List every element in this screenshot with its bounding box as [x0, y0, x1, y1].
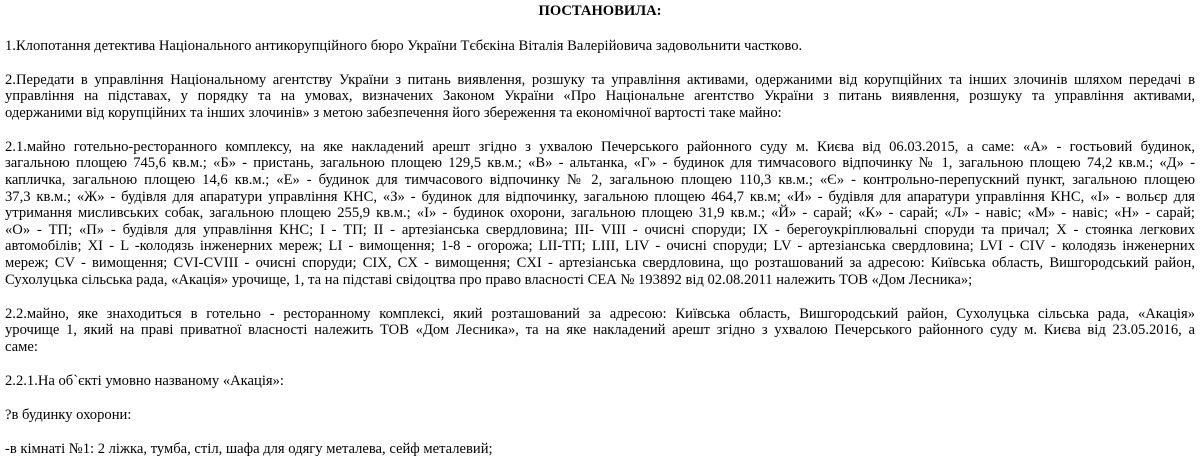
paragraph-2-1	[5, 139, 1195, 288]
text-line: ?в будинку охорони:	[5, 407, 132, 424]
paragraph-2-2	[5, 306, 1195, 356]
text-line: утримання мисливських собак, загальною площею 255,9 кв.м.; «І» - будинок охорони, загальною площею 31,9 кв.м.; «Й» - сарай; «К» - сарай; «Л» - навіс; «М» - навіс; «Н» - сарай;	[5, 205, 1195, 222]
text-line: Сухолуцька сільська рада, «Акація» урочище, 1, та на підставі свідоцтва про право власності СЕА № 193892 від 02.08.2011 належить ТОВ «Дом Лесника»;	[5, 271, 973, 288]
text-line: автомобілів; XI - L -колодязь інженерних мереж; LI - вимощення; 1-8 - огорожа; LII-ТП; LIII, LIV - очисні споруди; LV - артезіанська свердловина; LVI - CIV - колодязь інженерних	[5, 238, 1195, 255]
text-line: 2.2.майно, яке знаходиться в готельно - ресторанному комплексі, який розташований за адресою: Київська область, Вишгородський район, Сухолуцька сільська рада, «Акація»	[5, 305, 1195, 322]
text-line: загальною площею 745,6 кв.м.; «Б» - пристань, загальною площею 129,5 кв.м.; «В» - альтанка, «Г» - будинок для тимчасового відпочинку № 1, загальною площею 74,2 кв.м.; «Д» -	[5, 155, 1195, 172]
paragraph-2-2-1	[5, 373, 1195, 390]
text-line: урочище 1, який на праві приватної власності належить ТОВ «Дом Лесника», та на яке накладений арешт згідно з ухвалою Печерського районного суду м. Києва від 23.05.2016, а	[5, 322, 1195, 339]
text-line: «О» - ТП; «П» - будівля для управління КНС; І - ТП; ІІ - артезіанська свердловина; ІІІ- VIII - очисні споруди; IX - берегоукріплювальні споруди та причал; X - стоянка легкових	[5, 221, 1195, 238]
paragraph-room-1	[5, 441, 1195, 458]
paragraph-guard-house	[5, 407, 1195, 424]
text-line: саме:	[5, 338, 38, 355]
paragraph-2	[5, 72, 1195, 122]
text-line: 2.Передати в управління Національному агентству України з питань виявлення, розшуку та управління активами, одержаними від корупційних та інших злочинів шляхом передачі в	[5, 71, 1195, 88]
text-line: 2.1.майно готельно-ресторанного комплексу, на яке накладений арешт згідно з ухвалою Печерського районного суду м. Києва від 06.03.2015, а саме: «А» - гостьовий будинок,	[5, 138, 1195, 155]
text-line: одержаними від корупційних та інших злочинів» з метою забезпечення його збереження та економічної вартості таке майно:	[5, 104, 782, 121]
text-line: капличка, загальною площею 14,6 кв.м.; «Е» - будинок для тимчасового відпочинку № 2, загальною площею 110,3 кв.м.; «Є» - контрольно-перепускний пункт, загальною площею	[5, 172, 1195, 189]
text-line: 2.2.1.На об`єкті умовно названому «Акація»:	[5, 373, 284, 389]
text-line: управління на підставах, у порядку та на умовах, визначених Законом України «Про Національне агентство України з питань виявлення, розшуку та управління активами,	[5, 88, 1195, 105]
text-line: -в кімнаті №1: 2 ліжка, тумба, стіл, шафа для одягу металева, сейф металевий;	[5, 441, 493, 458]
text-line: 37,3 кв.м.; «Ж» - будівля для апаратури управління КНС, «З» - будинок для відпочинку, загальною площею 464,7 кв.м; «И» - будівля для апаратури управління КНС, «І» - вольєр для	[5, 188, 1195, 205]
text-line: мереж; CV - вимощення; CVI-CVIII - очисні споруди; CIX, CX - вимощення; CXI - артезіанська свердловина, що розташований за адресою: Київська область, Вишгородський район,	[5, 255, 1195, 272]
text-line: 1.Клопотання детектива Національного антикорупційного бюро України Тєбєкіна Віталія Валерійовича задовольнити частково.	[5, 37, 803, 54]
document-title: ПОСТАНОВИЛА:	[538, 3, 662, 19]
document-body	[5, 38, 1195, 458]
paragraph-1	[5, 38, 1195, 55]
